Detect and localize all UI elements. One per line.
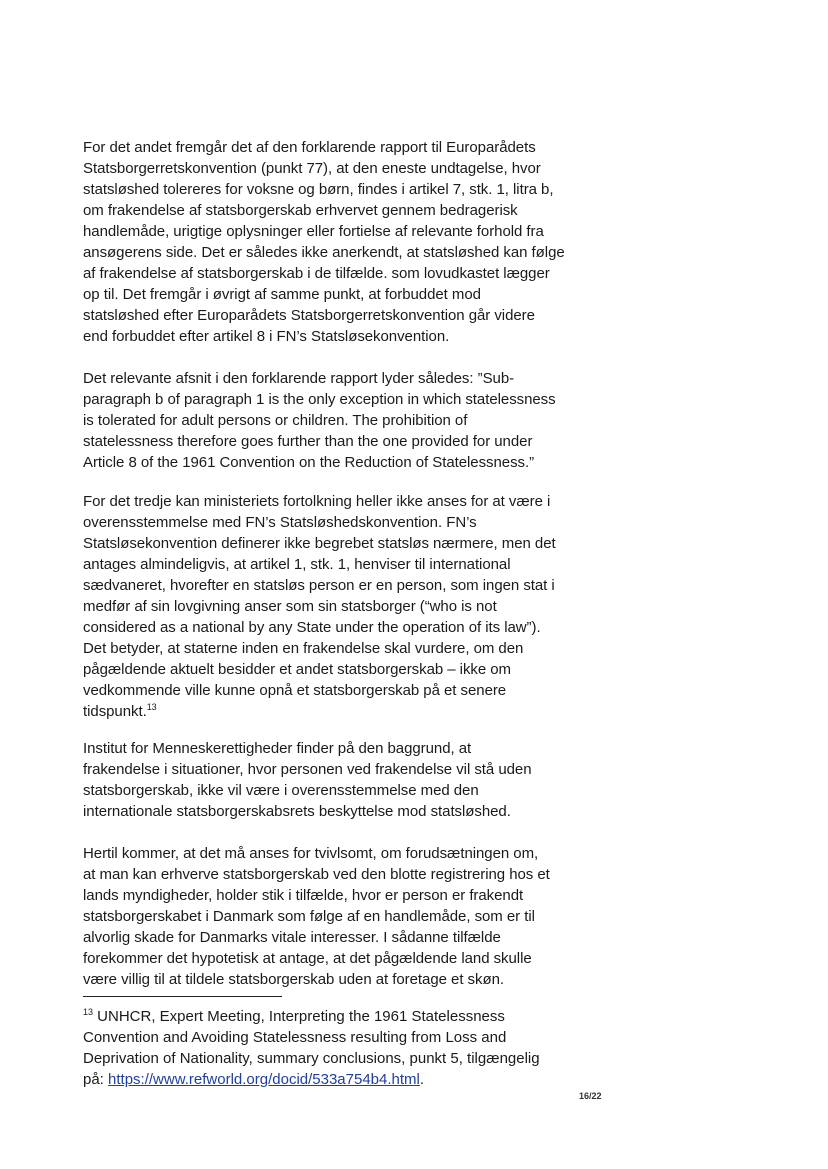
text-line: Statsborgerretskonvention (punkt 77), at den eneste undtagelse, hvor — [83, 160, 541, 177]
text-line: Det betyder, at staterne inden en frakendelse skal vurdere, om den — [83, 640, 524, 657]
text-line: forekommer det hypotetisk at antage, at det pågældende land skulle — [83, 950, 532, 967]
text-line: ansøgerens side. Det er således ikke anerkendt, at statsløshed kan følge — [83, 244, 565, 261]
text-line: considered as a national by any State under the operation of its law”). — [83, 619, 541, 636]
text-line: statelessness therefore goes further than the one provided for under — [83, 433, 533, 450]
text-line: statsløshed efter Europarådets Statsborgerretskonvention går videre — [83, 307, 535, 324]
text-line: om frakendelse af statsborgerskab erhvervet gennem bedragerisk — [83, 202, 518, 219]
text-line: end forbuddet efter artikel 8 i FN’s Statsløsekonvention. — [83, 328, 450, 345]
footnote-separator — [83, 996, 282, 997]
text-line: at man kan erhverve statsborgerskab ved den blotte registrering hos et — [83, 866, 550, 883]
text-line-content: tidspunkt. — [83, 703, 147, 720]
text-line: vedkommende ville kunne opnå et statsborgerskab på et senere — [83, 682, 507, 699]
text-line: Institut for Menneskerettigheder finder på den baggrund, at — [83, 740, 472, 757]
text-line: medfør af sin lovgivning anser som sin statsborger (“who is not — [83, 598, 497, 615]
text-line: paragraph b of paragraph 1 is the only exception in which statelessness — [83, 391, 556, 408]
text-line: være villig til at tildele statsborgerskab uden at foretage et skøn. — [83, 971, 504, 988]
footnote-number: 13 — [83, 1007, 94, 1017]
footnote-line — [83, 1069, 424, 1090]
text-line: For det tredje kan ministeriets fortolkning heller ikke anses for at være i — [83, 493, 551, 510]
text-line: statsborgerskab, ikke vil være i overensstemmelse med den — [83, 782, 479, 799]
text-line: pågældende aktuelt besidder et andet statsborgerskab – ikke om — [83, 661, 512, 678]
footnote-line: Deprivation of Nationality, summary conclusions, punkt 5, tilgængelig — [83, 1050, 540, 1067]
text-line: lands myndigheder, holder stik i tilfælde, hvor er person er frakendt — [83, 887, 524, 904]
footnote-text: på: — [83, 1071, 109, 1088]
text-line: internationale statsborgerskabsrets beskyttelse mod statsløshed. — [83, 803, 511, 820]
footnote-line — [83, 1006, 505, 1027]
text-line: Hertil kommer, at det må anses for tvivlsomt, om forudsætningen om, — [83, 845, 539, 862]
text-line — [83, 701, 157, 722]
text-line: Article 8 of the 1961 Convention on the Reduction of Statelessness.” — [83, 454, 535, 471]
text-line: af frakendelse af statsborgerskab i de tilfælde. som lovudkastet lægger — [83, 265, 550, 282]
text-line: statsløshed tolereres for voksne og børn, findes i artikel 7, stk. 1, litra b, — [83, 181, 554, 198]
footnote-line: Convention and Avoiding Statelessness resulting from Loss and — [83, 1029, 507, 1046]
text-line: Det relevante afsnit i den forklarende rapport lyder således: ”Sub- — [83, 370, 515, 387]
page-number: 16/22 — [579, 1091, 602, 1101]
footnote-reference[interactable]: 13 — [146, 702, 157, 712]
text-line: For det andet fremgår det af den forklarende rapport til Europarådets — [83, 139, 536, 156]
text-line: overensstemmelse med FN’s Statsløshedskonvention. FN’s — [83, 514, 477, 531]
text-line: statsborgerskabet i Danmark som følge af en handlemåde, som er til — [83, 908, 535, 925]
footnote-text: UNHCR, Expert Meeting, Interpreting the 1961 Statelessness — [93, 1008, 505, 1025]
text-line: op til. Det fremgår i øvrigt af samme punkt, at forbuddet mod — [83, 286, 481, 303]
text-line: antages almindeligvis, at artikel 1, stk. 1, henviser til international — [83, 556, 511, 573]
footnote-link[interactable]: https://www.refworld.org/docid/533a754b4.html — [108, 1071, 420, 1088]
text-line: Statsløsekonvention definerer ikke begrebet statsløs nærmere, men det — [83, 535, 556, 552]
text-line: handlemåde, urigtige oplysninger eller fortielse af relevante forhold fra — [83, 223, 544, 240]
text-line: is tolerated for adult persons or children. The prohibition of — [83, 412, 468, 429]
text-line: frakendelse i situationer, hvor personen ved frakendelse vil stå uden — [83, 761, 532, 778]
footnote-text: . — [419, 1071, 425, 1088]
text-line: alvorlig skade for Danmarks vitale interesser. I sådanne tilfælde — [83, 929, 501, 946]
text-line: sædvaneret, hvorefter en statsløs person er en person, som ingen stat i — [83, 577, 555, 594]
